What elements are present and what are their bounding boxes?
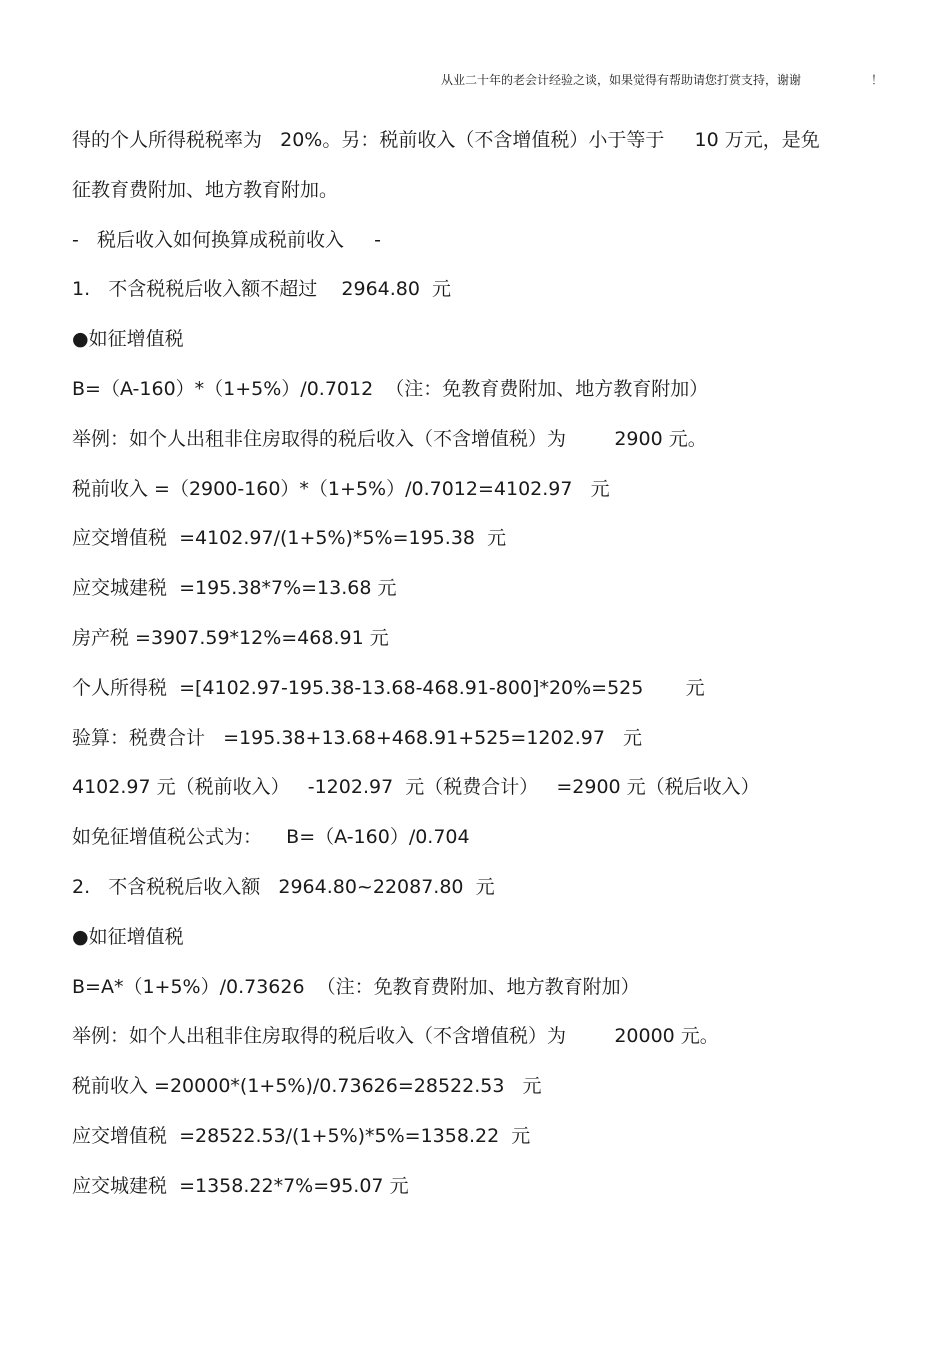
document-body xyxy=(72,116,892,1212)
formula-line: B=（A-160）*（1+5%）/0.7012 （注：免教育费附加、地方教育附加） xyxy=(72,377,709,400)
formula-line: 个人所得税 =[4102.97-195.38-13.68-468.91-800]*20%=525 元 xyxy=(72,676,705,699)
formula-line: 税前收入 =（2900-160）*（1+5%）/0.7012=4102.97 元 xyxy=(72,477,610,500)
header-exclamation: ！ xyxy=(871,73,884,87)
formula-line: 应交增值税 =28522.53/(1+5%)*5%=1358.22 元 xyxy=(72,1124,531,1147)
text-line: ●如征增值税 xyxy=(72,925,184,948)
text-line: 举例：如个人出租非住房取得的税后收入（不含增值税）为 2900 元。 xyxy=(72,427,707,450)
section-heading: - 税后收入如何换算成税前收入 - xyxy=(72,228,382,251)
text-line: 1. 不含税税后收入额不超过 2964.80 元 xyxy=(72,278,452,301)
formula-line: 税前收入 =20000*(1+5%)/0.73626=28522.53 元 xyxy=(72,1075,542,1098)
formula-line: 应交城建税 =1358.22*7%=95.07 元 xyxy=(72,1174,409,1197)
page-header xyxy=(0,70,950,90)
text-line: 得的个人所得税税率为 20%。另：税前收入（不含增值税）小于等于 10 万元，是免 xyxy=(72,129,820,151)
formula-line: 验算：税费合计 =195.38+13.68+468.91+525=1202.97 元 xyxy=(72,726,643,749)
text-line: 举例：如个人出租非住房取得的税后收入（不含增值税）为 20000 元。 xyxy=(72,1025,719,1048)
formula-line: 应交增值税 =4102.97/(1+5%)*5%=195.38 元 xyxy=(72,527,507,550)
formula-line: 4102.97 元（税前收入） -1202.97 元（税费合计） =2900 元（税后收入） xyxy=(72,776,760,799)
text-line: 征教育费附加、地方教育附加。 xyxy=(72,178,339,201)
formula-line: 房产税 =3907.59*12%=468.91 元 xyxy=(72,626,389,649)
text-line: 2. 不含税税后收入额 2964.80~22087.80 元 xyxy=(72,875,495,898)
formula-line: 应交城建税 =195.38*7%=13.68 元 xyxy=(72,577,397,600)
header-text: 从业二十年的老会计经验之谈，如果觉得有帮助请您打赏支持，谢谢 xyxy=(441,73,802,87)
text-line: ●如征增值税 xyxy=(72,328,184,351)
formula-line: B=A*（1+5%）/0.73626 （注：免教育费附加、地方教育附加） xyxy=(72,975,640,998)
formula-line: 如免征增值税公式为： B=（A-160）/0.704 xyxy=(72,826,470,849)
